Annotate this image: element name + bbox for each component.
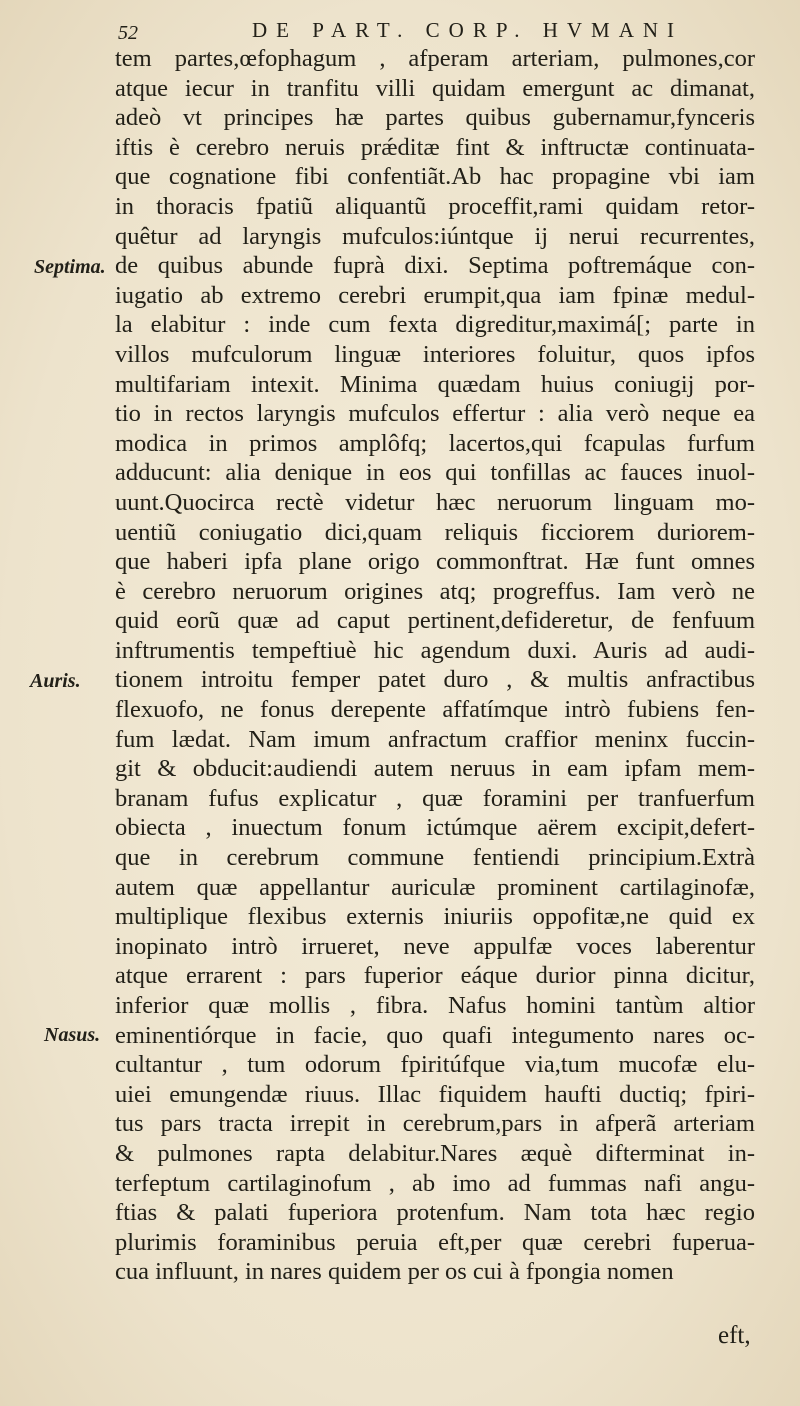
page-number: 52 [118, 22, 138, 44]
text-line: ftias & palati fuperiora protenfum. Nam tota hæc regio [115, 1199, 755, 1227]
text-line: & pulmones rapta delabitur.Nares æquè difterminat in- [115, 1139, 755, 1167]
text-line: eminentiórque in facie, quo quafi integumento nares oc- [115, 1021, 755, 1049]
text-line: adeò vt principes hæ partes quibus gubernamur,fynceris [115, 104, 755, 132]
text-line: la elabitur : inde cum fexta digreditur,maximá[; parte in [115, 311, 755, 339]
marginal-note-nasus: Nasus. [44, 1024, 101, 1046]
text-line: que cognatione fibi confentiãt.Ab hac propagine vbi iam [115, 163, 755, 191]
text-line: in thoracis fpatiũ aliquantũ proceffit,rami quidam retor- [115, 192, 755, 220]
body-text [115, 44, 755, 1287]
text-line: inferior quæ mollis , fibra. Nafus homini tantùm altior [115, 992, 755, 1019]
text-line: tio in rectos laryngis mufculos effertur : alia verò neque ea [115, 400, 755, 428]
text-line: cultantur , tum odorum fpiritúfque via,tum mucofæ elu- [115, 1051, 755, 1079]
text-line: branam fufus explicatur , quæ foramini per tranfuerfum [115, 784, 755, 812]
text-line: villos mufculorum linguæ interiores foluitur, quos ipfos [115, 340, 755, 368]
text-line: inopinato intrò irrueret, neve appulfæ voces laberentur [115, 932, 755, 960]
text-line: uiei emungendæ riuus. Illac fiquidem haufti ductiq; fpiri- [115, 1080, 755, 1108]
text-line: atque errarent : pars fuperior eáque durior pinna dicitur, [115, 962, 755, 990]
text-line: atque iecur in tranfitu villi quidam emergunt ac dimanat, [115, 74, 755, 102]
text-line: tionem introitu femper patet duro , & multis anfractibus [115, 666, 755, 694]
text-line: flexuofo, ne fonus derepente affatímque intrò fubiens fen- [115, 696, 755, 724]
text-line: obiecta , inuectum fonum ictúmque aërem excipit,defert- [115, 814, 755, 842]
text-line: è cerebro neruorum origines atq; progreffus. Iam verò ne [115, 577, 755, 605]
text-line: inftrumentis tempeftiuè hic agendum duxi. Auris ad audi- [115, 636, 755, 664]
text-line: uunt.Quocirca rectè videtur hæc neruorum linguam mo- [115, 488, 755, 516]
marginal-note-auris: Auris. [30, 670, 81, 692]
text-line: autem quæ appellantur auriculæ prominent cartilaginofæ, [115, 873, 755, 901]
text-line: quêtur ad laryngis mufculos:iúntque ij nerui recurrentes, [115, 222, 755, 250]
text-line: tem partes,œfophagum , afperam arteriam, pulmones,cor [115, 45, 755, 72]
text-line: tus pars tracta irrepit in cerebrum,pars in afperã arteriam [115, 1110, 755, 1138]
text-line: adducunt: alia denique in eos qui tonfillas ac fauces inuol- [115, 459, 755, 487]
text-line: iftis è cerebro neruis prǽditæ fint & inftructæ continuata- [115, 133, 755, 161]
text-line: de quibus abunde fuprà dixi. Septima poftremáque con- [115, 252, 755, 280]
text-line: uentiũ coniugatio dici,quam reliquis ficciorem duriorem- [115, 518, 755, 546]
text-line: multifariam intexit. Minima quædam huius coniugij por- [115, 370, 755, 398]
text-line: fum lædat. Nam imum anfractum craffior meninx fuccin- [115, 725, 755, 753]
text-line: iugatio ab extremo cerebri erumpit,qua iam fpinæ medul- [115, 281, 755, 309]
text-line: modica in primos amplôfq; lacertos,qui fcapulas furfum [115, 429, 755, 457]
running-head: DE PART. CORP. HVMANI [252, 18, 684, 42]
marginal-note-septima: Septima. [34, 256, 106, 278]
text-line: multiplique flexibus externis iniuriis oppofitæ,ne quid ex [115, 903, 755, 931]
text-line: quid eorũ quæ ad caput pertinent,defideretur, de fenfuum [115, 607, 755, 635]
text-line: que in cerebrum commune fentiendi principium.Extrà [115, 844, 755, 872]
text-line: terfeptum cartilaginofum , ab imo ad fummas nafi angu- [115, 1169, 755, 1197]
text-line: plurimis foraminibus peruia eft,per quæ cerebri fuperua- [115, 1228, 755, 1256]
text-line: que haberi ipfa plane origo commonftrat. Hæ funt omnes [115, 548, 755, 576]
text-line: git & obducit:audiendi autem neruus in eam ipfam mem- [115, 755, 755, 783]
catchword: eft, [718, 1322, 751, 1349]
text-line: cua influunt, in nares quidem per os cui à fpongia nomen [115, 1258, 674, 1286]
